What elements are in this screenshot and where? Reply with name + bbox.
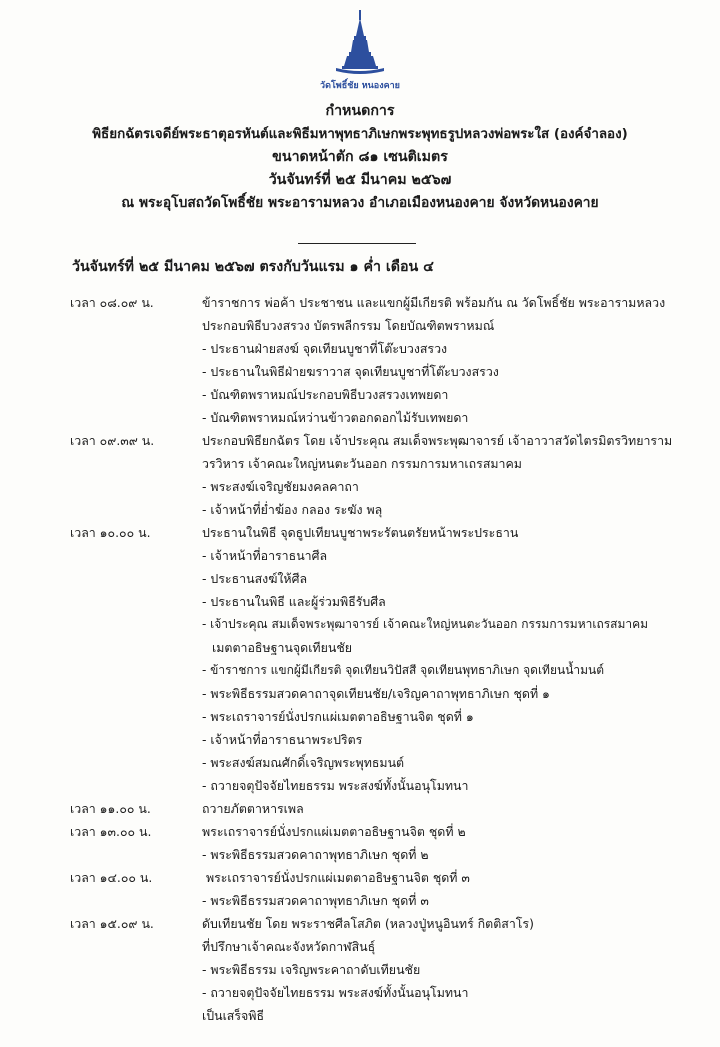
schedule-subitem: - พระพิธีธรรมสวดคาถาพุทธาภิเษก ชุดที่ ๒ — [202, 847, 429, 862]
schedule-item — [70, 866, 710, 912]
schedule-subitem: - ประธานในพิธี และผู้ร่วมพิธีรับศีล — [202, 594, 386, 609]
schedule-item — [70, 797, 710, 820]
schedule-time: เวลา ๑๔.๐๐ น. — [70, 870, 153, 885]
schedule-subitem: - ถวายจตุปัจจัยไทยธรรม พระสงฆ์ทั้งนั้นอนุโมทนา — [202, 985, 469, 1000]
schedule — [70, 291, 710, 1027]
schedule-time: เวลา ๐๙.๓๙ น. — [70, 433, 155, 448]
header-location: ณ พระอุโบสถวัดโพธิ์ชัย พระอารามหลวง อำเภอเมืองหนองคาย จังหวัดหนองคาย — [121, 195, 599, 211]
schedule-subitem: - ประธานฝ่ายสงฆ์ จุดเทียนบูชาที่โต๊ะบวงสรวง — [202, 341, 448, 356]
schedule-time: เวลา ๑๕.๐๙ น. — [70, 916, 154, 931]
document-header — [0, 100, 720, 215]
schedule-subitem: - บัณฑิตพราหมณ์หว่านข้าวตอกดอกไม้รับเทพยดา — [202, 410, 469, 425]
schedule-text: พระเถราจารย์นั่งปรกแผ่เมตตาอธิษฐานจิต ชุดที่ ๒ — [202, 824, 466, 839]
logo-caption: วัดโพธิ์ชัย หนองคาย — [320, 81, 400, 91]
schedule-item — [70, 820, 710, 866]
schedule-text: ประกอบพิธีบวงสรวง บัตรพลีกรรม โดยบัณฑิตพราหมณ์ — [202, 318, 495, 333]
schedule-subitem: - พระพิธีธรรมสวดคาถาจุดเทียนชัย/เจริญคาถาพุทธาภิเษก ชุดที่ ๑ — [202, 686, 550, 701]
schedule-text: ประธานในพิธี จุดธูปเทียนบูชาพระรัตนตรัยหน้าพระประธาน — [202, 525, 519, 540]
schedule-time: เวลา ๑๐.๐๐ น. — [70, 525, 151, 540]
schedule-subitem: - เจ้าหน้าที่อาราธนาศีล — [202, 548, 328, 563]
schedule-subitem: - พระพิธีธรรมสวดคาถาพุทธาภิเษก ชุดที่ ๓ — [202, 893, 429, 908]
header-size: ขนาดหน้าตัก ๘๑ เซนติเมตร — [272, 149, 448, 165]
schedule-subitem: - เจ้าประคุณ สมเด็จพระพุฒาจารย์ เจ้าคณะใหญ่หนตะวันออก กรรมการมหาเถรสมาคม — [202, 617, 649, 631]
schedule-closing: เป็นเสร็จพิธี — [202, 1008, 265, 1023]
temple-logo — [320, 8, 400, 96]
schedule-text: ข้าราชการ พ่อค้า ประชาชน และแขกผู้มีเกียรติ พร้อมกัน ณ วัดโพธิ์ชัย พระอารามหลวง — [202, 295, 666, 310]
schedule-item — [70, 521, 710, 797]
schedule-subitem: - เจ้าหน้าที่ย่ำฆ้อง กลอง ระฆัง พลุ — [202, 502, 383, 517]
schedule-subitem: - พระสงฆ์เจริญชัยมงคลคาถา — [202, 479, 359, 494]
schedule-text: ประกอบพิธียกฉัตร โดย เจ้าประคุณ สมเด็จพระพุฒาจารย์ เจ้าอาวาสวัดไตรมิตรวิทยาราม — [202, 433, 673, 448]
schedule-item — [70, 291, 710, 429]
schedule-time: เวลา ๑๑.๐๐ น. — [70, 801, 151, 816]
schedule-item — [70, 429, 710, 521]
header-title: กำหนดการ — [325, 103, 395, 119]
schedule-subitem: - พระพิธีธรรม เจริญพระคาถาดับเทียนชัย — [202, 962, 421, 977]
schedule-text: วรวิหาร เจ้าคณะใหญ่หนตะวันออก กรรมการมหาเถรสมาคม — [202, 456, 522, 471]
header-date: วันจันทร์ที่ ๒๕ มีนาคม ๒๕๖๗ — [268, 172, 452, 188]
schedule-subitem: - ข้าราชการ แขกผู้มีเกียรติ จุดเทียนวิปัสสี จุดเทียนพุทธาภิเษก จุดเทียนน้ำมนต์ — [202, 663, 605, 677]
schedule-subitem: - ประธานสงฆ์ให้ศีล — [202, 571, 308, 586]
schedule-item — [70, 912, 710, 1027]
schedule-subitem: - บัณฑิตพราหมณ์ประกอบพิธีบวงสรวงเทพยดา — [202, 387, 449, 402]
schedule-subitem: - เจ้าหน้าที่อาราธนาพระปริตร — [202, 732, 363, 747]
schedule-text: ที่ปรึกษาเจ้าคณะจังหวัดกาฬสินธุ์ — [202, 939, 376, 954]
schedule-subitem-continuation: เมตตาอธิษฐานจุดเทียนชัย — [212, 640, 352, 655]
schedule-subitem: - ถวายจตุปัจจัยไทยธรรม พระสงฆ์ทั้งนั้นอนุโมทนา — [202, 778, 469, 793]
schedule-subitem: - พระเถราจารย์นั่งปรกแผ่เมตตาอธิษฐานจิต ชุดที่ ๑ — [202, 709, 474, 724]
schedule-time: เวลา ๑๓.๐๐ น. — [70, 824, 152, 839]
schedule-subitem: - ประธานในพิธีฝ่ายฆราวาส จุดเทียนบูชาที่โต๊ะบวงสรวง — [202, 364, 499, 379]
schedule-subitem: - พระสงฆ์สมณศักดิ์เจริญพระพุทธมนต์ — [202, 755, 405, 770]
header-divider — [298, 243, 416, 244]
schedule-text: ถวายภัตตาหารเพล — [202, 801, 304, 816]
schedule-text: พระเถราจารย์นั่งปรกแผ่เมตตาอธิษฐานจิต ชุดที่ ๓ — [202, 870, 470, 885]
schedule-text: ดับเทียนชัย โดย พระราชศีลโสภิต (หลวงปู่หนูอินทร์ กิตติสาโร) — [202, 916, 534, 931]
header-ceremony-name: พิธียกฉัตรเจดีย์พระธาตุอรหันต์และพิธีมหาพุทธาภิเษกพระพุทธรูปหลวงพ่อพระใส (องค์จำลอง) — [92, 127, 628, 142]
stupa-seal-icon — [320, 8, 400, 96]
day-heading: วันจันทร์ที่ ๒๕ มีนาคม ๒๕๖๗ ตรงกับวันแรม ๑ ค่ำ เดือน ๔ — [72, 259, 434, 275]
schedule-time: เวลา ๐๘.๐๙ น. — [70, 295, 154, 310]
